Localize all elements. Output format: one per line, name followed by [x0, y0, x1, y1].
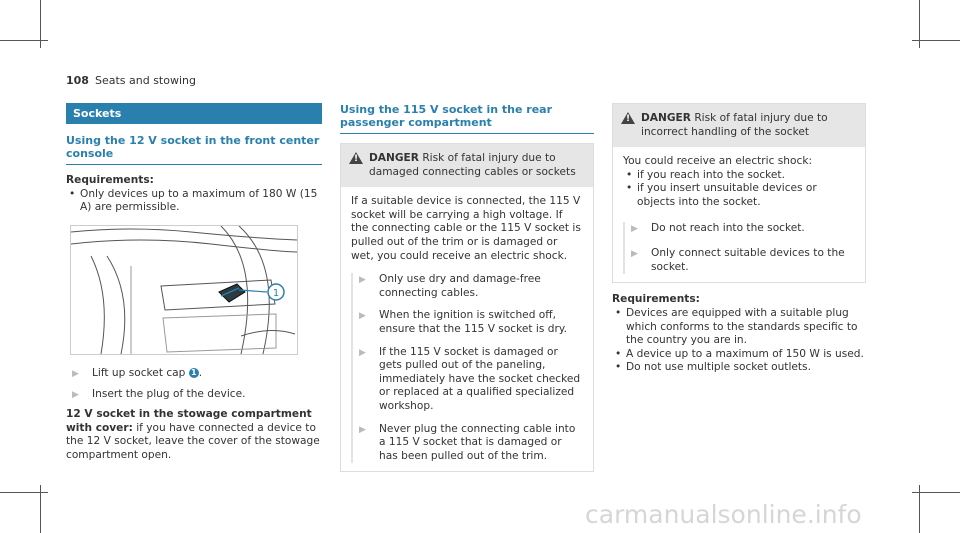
list-item: • if you reach into the socket. [623, 169, 855, 183]
heading-rule [66, 164, 322, 165]
requirements-list [66, 188, 322, 215]
arrow-icon: ▶ [631, 249, 638, 260]
step-item: ▶ Insert the plug of the device. [66, 388, 322, 402]
danger-body: If a suitable device is connected, the 115 V socket will be carrying a high voltage. If the connecting cable or the 115 V socket is pulled out of the trim or is damaged or wet, you could receive an electric shock. ▶ Only use dry and damage-free connecting cables. ▶ When the ignition is switched off, ensure that the 115 V socket is dry. ▶ If the 115 V socket is damaged or gets pulled out of the paneling, immediately have the socket checked or replaced at a qualified specialized workshop. ▶ Never plug the connecting cable into a 115 V socket that is damaged or has been pulled out of the trim. [341, 187, 593, 471]
list-item: • Devices are equipped with a suitable plug which conforms to the standards specific to the country you are in. [612, 307, 866, 348]
console-illustration [70, 225, 298, 355]
danger-box [340, 143, 594, 472]
step-item: ▶ If the 115 V socket is damaged or gets pulled out of the paneling, immediately have the socket checked or replaced at a qualified specialized workshop. [359, 345, 581, 412]
danger-box [612, 103, 866, 283]
arrow-icon: ▶ [359, 275, 366, 286]
arrow-icon: ▶ [72, 390, 79, 401]
requirements-list [612, 307, 866, 375]
right-column [612, 103, 866, 375]
warning-triangle-icon [621, 112, 635, 124]
arrow-icon: ▶ [359, 347, 366, 358]
warning-triangle-icon [349, 152, 363, 164]
page-number: 108 [66, 74, 89, 87]
section-title: Sockets [66, 103, 322, 124]
arrow-icon: ▶ [72, 368, 79, 379]
danger-header: ! DANGER Risk of fatal injury due to damaged connecting cables or sockets [341, 144, 593, 187]
list-item: • Only devices up to a maximum of 180 W (15 A) are permissible. [66, 188, 322, 215]
page-header [66, 74, 196, 87]
list-item: • Do not use multiple socket outlets. [612, 361, 866, 375]
middle-heading: Using the 115 V socket in the rear passenger compartment [340, 103, 553, 129]
requirements-label: Requirements: [612, 293, 700, 306]
step-item: ▶ Only use dry and damage-free connecting cables. [359, 273, 541, 299]
middle-column [340, 103, 594, 472]
arrow-icon: ▶ [359, 311, 366, 322]
left-heading: Using the 12 V socket in the front center console [66, 134, 320, 160]
step-item: ▶ Do not reach into the socket. [625, 222, 855, 236]
socket-cap [219, 284, 245, 302]
list-item: • if you insert unsuitable devices or objects into the socket. [623, 182, 855, 209]
list-item: • A device up to a maximum of 150 W is used. [612, 348, 866, 362]
requirements-label: Requirements: [66, 174, 154, 186]
heading-rule [340, 133, 594, 134]
danger-header: ! DANGER Risk of fatal injury due to incorrect handling of the socket [613, 104, 865, 147]
step-item: ▶ Only connect suitable devices to the socket. [631, 247, 845, 273]
callout-marker-label: 1 [272, 287, 280, 299]
callout-badge: 1 [189, 368, 199, 378]
step-item: ▶ Never plug the connecting cable into a 115 V socket that is damaged or has been pulled out of the trim. [359, 422, 576, 462]
note-paragraph: 12 V socket in the stowage compartment with cover: if you have connected a device to the 12 V socket, leave the cover of the stowage compartment open. [66, 407, 320, 461]
danger-body: You could receive an electric shock: • if you reach into the socket. • if you insert unsuitable devices or objects into the socket. ▶ Do not reach into the socket. ▶ Only connect suitable devices to the socket. [613, 147, 865, 282]
watermark: carmanualsonline.info [585, 500, 862, 529]
arrow-icon: ▶ [359, 424, 366, 435]
left-column [66, 103, 322, 462]
step-item: ▶ Lift up socket cap 1 . [66, 367, 322, 381]
arrow-icon: ▶ [631, 223, 638, 234]
chapter-title: Seats and stowing [94, 74, 196, 87]
step-item: ▶ When the ignition is switched off, ensure that the 115 V socket is dry. [359, 309, 567, 335]
